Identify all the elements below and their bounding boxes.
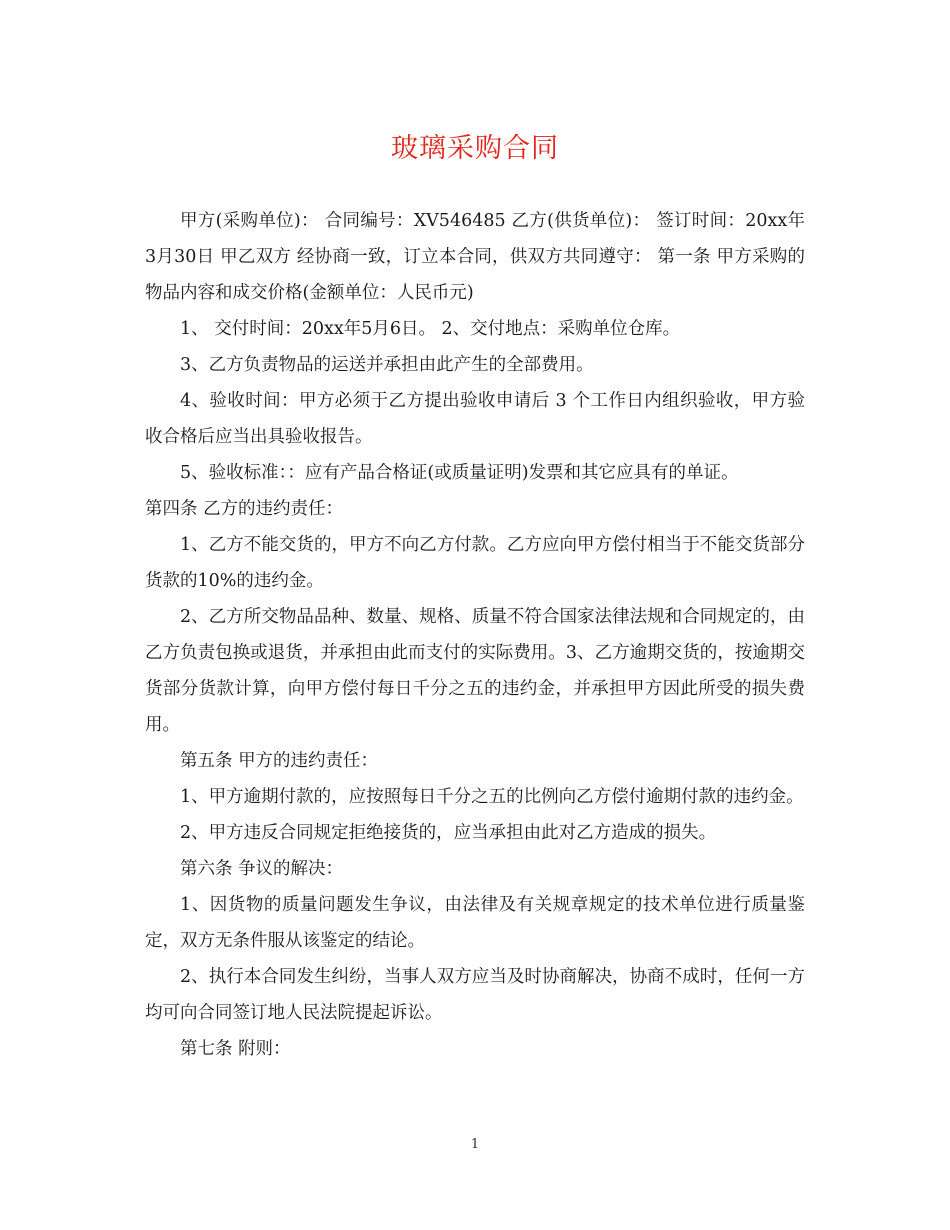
paragraph-supplier-breach-1: 1、乙方不能交货的，甲方不向乙方付款。乙方应向甲方偿付相当于不能交货部分货款的10%的违约金。	[145, 535, 805, 591]
paragraph-dispute-1: 1、因货物的质量问题发生争议，由法律及有关规章规定的技术单位进行质量鉴定，双方无条件服从该鉴定的结论。	[145, 895, 805, 951]
section-heading-article-5: 第五条 甲方的违约责任：	[180, 751, 379, 771]
page-number: 1	[470, 1137, 480, 1152]
paragraph-shipping: 3、乙方负责物品的运送并承担由此产生的全部费用。	[180, 355, 594, 375]
paragraph-buyer-breach-1: 1、甲方逾期付款的，应按照每日千分之五的比例向乙方偿付逾期付款的违约金。	[180, 787, 804, 807]
paragraph-acceptance-standard: 5、验收标准：：应有产品合格证(或质量证明)发票和其它应具有的单证。	[180, 463, 739, 483]
paragraph-acceptance-time: 4、验收时间：甲方必须于乙方提出验收申请后 3 个工作日内组织验收，甲方验收合格后应当出具验收报告。	[145, 391, 805, 447]
paragraph-dispute-2: 2、执行本合同发生纠纷，当事人双方应当及时协商解决，协商不成时，任何一方均可向合同签订地人民法院提起诉讼。	[145, 967, 805, 1023]
paragraph-supplier-breach-2: 2、乙方所交物品品种、数量、规格、质量不符合国家法律法规和合同规定的，由乙方负责包换或退货，并承担由此而支付的实际费用。3、乙方逾期交货的，按逾期交货部分货款计算，向甲方偿付每日千分之五的违约金，并承担甲方因此所受的损失费用。	[145, 607, 805, 735]
document-title: 玻璃采购合同	[391, 133, 559, 164]
document-body	[145, 203, 805, 1067]
paragraph-delivery: 1、 交付时间：20xx年5月6日。 2、交付地点：采购单位仓库。	[180, 319, 681, 339]
paragraph-buyer-breach-2: 2、甲方违反合同规定拒绝接货的，应当承担由此对乙方造成的损失。	[180, 823, 717, 843]
section-heading-article-6: 第六条 争议的解决：	[180, 859, 344, 879]
section-heading-article-7: 第七条 附则：	[180, 1039, 291, 1059]
section-heading-article-4: 第四条 乙方的违约责任：	[145, 499, 344, 519]
paragraph-header-info: 甲方(采购单位)： 合同编号：XV546485 乙方(供货单位)： 签订时间：20xx年3月30日 甲乙双方 经协商一致，订立本合同，供双方共同遵守： 第一条 甲方采购的物品内容和成交价格(金额单位：人民币元)	[145, 211, 805, 303]
